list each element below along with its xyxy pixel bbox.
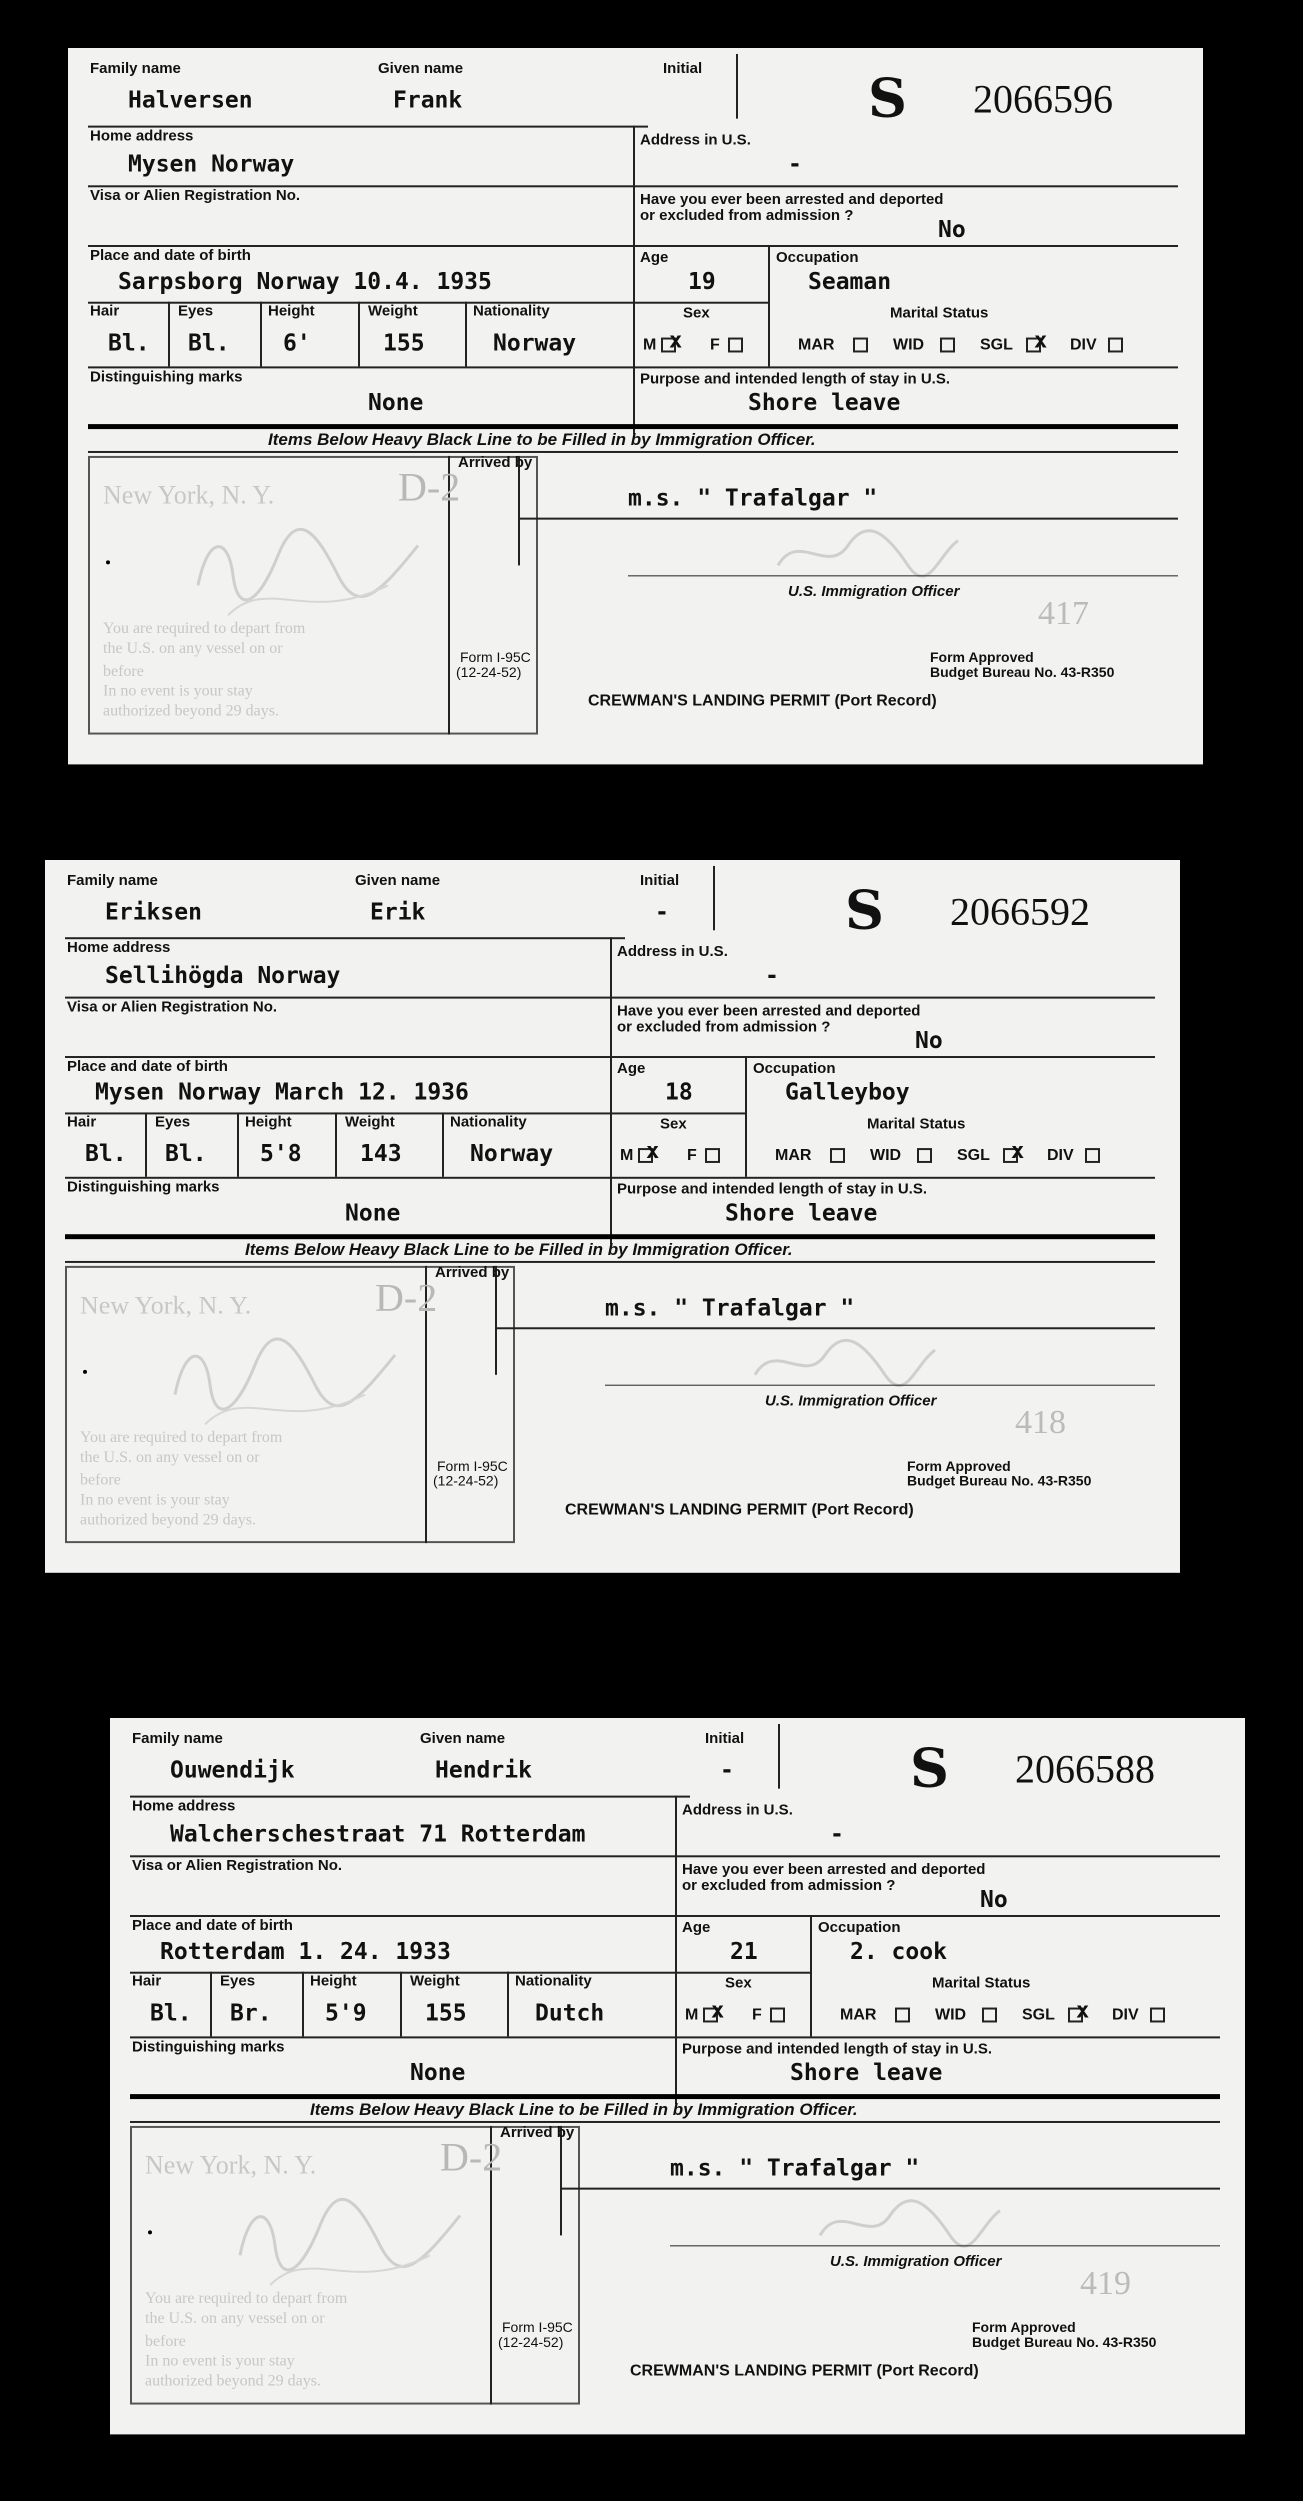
- occupation-label: Occupation: [818, 1918, 901, 1936]
- stamp-text-2: the U.S. on any vessel on or: [145, 2310, 325, 2327]
- sgl-mark: x: [1011, 1139, 1025, 1164]
- initial-label: Initial: [663, 59, 703, 77]
- arrested-label-1: Have you ever been arrested and deported: [682, 1861, 986, 1879]
- eyes-label: Eyes: [220, 1972, 256, 1990]
- form-number-2: (12-24-52): [433, 1472, 499, 1489]
- handwritten-date-scribble: [188, 516, 428, 625]
- wid-checkbox: [917, 1148, 932, 1163]
- nationality-value: Norway: [470, 1141, 554, 1167]
- visa-label: Visa or Alien Registration No.: [67, 998, 278, 1016]
- distinguishing-label: Distinguishing marks: [67, 1178, 220, 1196]
- sgl-mark: x: [1034, 328, 1048, 354]
- stamp-code: D-2: [440, 2134, 503, 2180]
- eyes-value: Bl.: [165, 1141, 207, 1167]
- eyes-value: Br.: [230, 2000, 272, 2027]
- birth-label: Place and date of birth: [67, 1058, 228, 1075]
- family-name-value: Halversen: [128, 87, 253, 114]
- form-approved-1: Form Approved: [972, 2318, 1076, 2335]
- stamp-text-5: authorized beyond 29 days.: [103, 702, 279, 720]
- nationality-label: Nationality: [450, 1113, 527, 1131]
- stamp-text-4: In no event is your stay: [145, 2352, 295, 2370]
- permit-footer: CREWMAN'S LANDING PERMIT (Port Record): [565, 1501, 914, 1519]
- hair-value: Bl.: [108, 330, 150, 357]
- home-address-label: Home address: [90, 127, 194, 145]
- marital-status-label: Marital Status: [890, 304, 989, 322]
- distinguishing-label: Distinguishing marks: [90, 368, 243, 386]
- mar-checkbox: [853, 338, 868, 353]
- distinguishing-label: Distinguishing marks: [132, 2038, 285, 2056]
- serial-number: 2066592: [950, 888, 1090, 934]
- address-us-value: -: [765, 962, 779, 989]
- weight-value: 155: [383, 330, 425, 357]
- sgl-mark: x: [1076, 1998, 1090, 2024]
- arrived-by-value: m.s. " Trafalgar ": [670, 2155, 920, 2182]
- distinguishing-value: None: [345, 1200, 401, 1227]
- age-label: Age: [682, 1918, 711, 1936]
- address-us-label: Address in U.S.: [640, 131, 751, 149]
- arrived-by-value: m.s. " Trafalgar ": [628, 485, 878, 512]
- serial-number: 2066596: [973, 76, 1113, 122]
- arrested-label-1: Have you ever been arrested and deported: [640, 191, 944, 209]
- eyes-value: Bl.: [188, 330, 230, 357]
- stamp-text-1: You are required to depart from: [145, 2290, 348, 2308]
- initial-divider: [778, 1724, 780, 1789]
- home-address-label: Home address: [132, 1797, 236, 1815]
- handwritten-date-scribble: [165, 1325, 405, 1434]
- stamp-text-3: before: [145, 2332, 186, 2350]
- hair-value: Bl.: [85, 1141, 127, 1167]
- weight-label: Weight: [410, 1972, 460, 1990]
- landing-permit-card-2: [45, 860, 1180, 1573]
- div-checkbox: [1108, 338, 1123, 353]
- weight-label: Weight: [345, 1113, 395, 1131]
- initial-divider: [736, 54, 738, 119]
- nationality-label: Nationality: [473, 302, 550, 320]
- heavy-black-line: [130, 2094, 1220, 2099]
- div-label: DIV: [1070, 336, 1097, 354]
- address-us-label: Address in U.S.: [617, 943, 728, 960]
- arrested-label-2: or excluded from admission ?: [617, 1018, 831, 1036]
- height-value: 5'8: [260, 1141, 302, 1167]
- arrested-label-2: or excluded from admission ?: [682, 1877, 896, 1895]
- heavy-line-note: Items Below Heavy Black Line to be Filled in by Immigration Officer.: [245, 1240, 793, 1259]
- landing-permit-card-3: [110, 1718, 1245, 2434]
- wid-label: WID: [935, 2006, 967, 2024]
- height-label: Height: [310, 1972, 357, 1990]
- div-checkbox: [1085, 1148, 1100, 1163]
- age-label: Age: [640, 248, 669, 266]
- form-number-1: Form I-95C: [502, 2318, 573, 2335]
- mar-checkbox: [830, 1148, 845, 1163]
- height-value: 5'9: [325, 2000, 367, 2027]
- sex-f-checkbox: [770, 2008, 785, 2023]
- sex-m-mark: x: [711, 1998, 725, 2024]
- height-value: 6': [283, 330, 311, 357]
- wid-checkbox: [982, 2008, 997, 2023]
- occupation-value: 2. cook: [850, 1938, 947, 1965]
- home-address-label: Home address: [67, 939, 171, 957]
- officer-label: U.S. Immigration Officer: [788, 583, 960, 601]
- stamp-code: D-2: [375, 1274, 438, 1320]
- handwritten-number: 417: [1038, 595, 1089, 633]
- age-value: 21: [730, 1938, 758, 1965]
- form-number-2: (12-24-52): [498, 2333, 564, 2350]
- initial-value: -: [720, 1757, 734, 1784]
- weight-label: Weight: [368, 302, 418, 320]
- form-number-1: Form I-95C: [460, 648, 531, 665]
- stamp-text-2: the U.S. on any vessel on or: [103, 640, 283, 657]
- occupation-value: Seaman: [808, 268, 892, 295]
- birth-label: Place and date of birth: [132, 1917, 293, 1934]
- stamp-port: New York, N. Y.: [145, 2150, 317, 2180]
- sex-label: Sex: [725, 1974, 752, 1992]
- height-label: Height: [245, 1113, 292, 1131]
- stamp-text-1: You are required to depart from: [80, 1429, 283, 1447]
- div-label: DIV: [1112, 2006, 1139, 2024]
- stamp-text-5: authorized beyond 29 days.: [80, 1511, 256, 1529]
- sex-label: Sex: [660, 1115, 687, 1133]
- permit-footer: CREWMAN'S LANDING PERMIT (Port Record): [588, 692, 937, 710]
- mar-label: MAR: [840, 2006, 877, 2024]
- serial-prefix: S: [910, 1735, 949, 1800]
- given-name-label: Given name: [355, 871, 441, 889]
- initial-label: Initial: [640, 871, 680, 889]
- sex-m-label: M: [685, 2006, 699, 2024]
- stamp-port: New York, N. Y.: [80, 1290, 252, 1320]
- given-name-label: Given name: [378, 59, 464, 77]
- visa-label: Visa or Alien Registration No.: [90, 187, 301, 205]
- heavy-line-note: Items Below Heavy Black Line to be Filled in by Immigration Officer.: [310, 2100, 858, 2119]
- given-name-value: Erik: [370, 899, 426, 926]
- sex-f-label: F: [752, 2006, 762, 2024]
- sex-label: Sex: [683, 304, 710, 322]
- purpose-value: Shore leave: [725, 1200, 878, 1227]
- officer-label: U.S. Immigration Officer: [765, 1392, 937, 1410]
- mar-label: MAR: [775, 1147, 812, 1164]
- landing-permit-card-1: [68, 48, 1203, 764]
- occupation-label: Occupation: [776, 248, 859, 266]
- wid-label: WID: [870, 1147, 902, 1164]
- arrived-by-value: m.s. " Trafalgar ": [605, 1295, 855, 1322]
- distinguishing-value: None: [368, 390, 424, 417]
- handwritten-number: 418: [1015, 1404, 1066, 1442]
- officer-label: U.S. Immigration Officer: [830, 2253, 1002, 2271]
- div-checkbox: [1150, 2008, 1165, 2023]
- home-address-value: Mysen Norway: [128, 151, 295, 178]
- initial-divider: [713, 866, 715, 930]
- initial-value: -: [655, 899, 669, 926]
- serial-number: 2066588: [1015, 1746, 1155, 1792]
- visa-label: Visa or Alien Registration No.: [132, 1857, 343, 1875]
- nationality-value: Norway: [493, 330, 577, 357]
- handwritten-date-scribble: [230, 2186, 470, 2295]
- arrested-label-1: Have you ever been arrested and deported: [617, 1002, 921, 1020]
- address-us-value: -: [830, 1821, 844, 1848]
- occupation-value: Galleyboy: [785, 1079, 910, 1106]
- purpose-label: Purpose and intended length of stay in U.S.: [617, 1180, 928, 1198]
- age-label: Age: [617, 1059, 646, 1077]
- arrived-by-label: Arrived by: [500, 2123, 575, 2141]
- hair-value: Bl.: [150, 2000, 192, 2027]
- wid-label: WID: [893, 336, 925, 354]
- marital-status-label: Marital Status: [932, 1974, 1031, 1992]
- stamp-text-3: before: [80, 1471, 121, 1489]
- arrived-by-label: Arrived by: [435, 1263, 510, 1281]
- occupation-label: Occupation: [753, 1059, 836, 1077]
- hair-label: Hair: [132, 1972, 162, 1990]
- arrested-value: No: [938, 217, 966, 244]
- given-name-label: Given name: [420, 1729, 506, 1747]
- initial-label: Initial: [705, 1729, 745, 1747]
- eyes-label: Eyes: [178, 302, 214, 320]
- weight-value: 143: [360, 1141, 402, 1167]
- mar-checkbox: [895, 2008, 910, 2023]
- sex-f-label: F: [687, 1147, 697, 1164]
- serial-prefix: S: [868, 65, 907, 130]
- wid-checkbox: [940, 338, 955, 353]
- eyes-label: Eyes: [155, 1113, 191, 1131]
- sex-m-mark: x: [669, 328, 683, 354]
- home-address-value: Sellihögda Norway: [105, 962, 341, 989]
- sgl-label: SGL: [957, 1147, 990, 1164]
- sgl-label: SGL: [980, 336, 1013, 354]
- form-number-1: Form I-95C: [437, 1457, 508, 1474]
- sex-m-label: M: [620, 1147, 634, 1164]
- sex-f-checkbox: [728, 338, 743, 353]
- sex-f-label: F: [710, 336, 720, 354]
- age-value: 18: [665, 1079, 693, 1106]
- birth-label: Place and date of birth: [90, 247, 251, 264]
- form-number-2: (12-24-52): [456, 663, 522, 680]
- height-label: Height: [268, 302, 315, 320]
- handwritten-number: 419: [1080, 2265, 1131, 2303]
- heavy-black-line: [65, 1234, 1155, 1239]
- birth-value: Rotterdam 1. 24. 1933: [160, 1938, 451, 1965]
- family-name-label: Family name: [90, 59, 181, 77]
- purpose-value: Shore leave: [748, 390, 901, 417]
- heavy-black-line: [88, 424, 1178, 429]
- stamp-text-2: the U.S. on any vessel on or: [80, 1449, 260, 1466]
- mar-label: MAR: [798, 336, 835, 354]
- distinguishing-value: None: [410, 2060, 466, 2087]
- weight-value: 155: [425, 2000, 467, 2027]
- arrested-label-2: or excluded from admission ?: [640, 207, 854, 225]
- nationality-label: Nationality: [515, 1972, 592, 1990]
- home-address-value: Walcherschestraat 71 Rotterdam: [170, 1821, 586, 1848]
- stamp-code: D-2: [398, 464, 461, 510]
- birth-value: Sarpsborg Norway 10.4. 1935: [118, 268, 492, 295]
- form-approved-1: Form Approved: [907, 1457, 1011, 1474]
- stamp-port: New York, N. Y.: [103, 480, 275, 510]
- div-label: DIV: [1047, 1147, 1074, 1164]
- permit-footer: CREWMAN'S LANDING PERMIT (Port Record): [630, 2362, 979, 2380]
- age-value: 19: [688, 268, 716, 295]
- sex-m-label: M: [643, 336, 657, 354]
- given-name-value: Hendrik: [435, 1757, 532, 1784]
- arrested-value: No: [915, 1028, 943, 1055]
- form-approved-1: Form Approved: [930, 648, 1034, 665]
- form-approved-2: Budget Bureau No. 43-R350: [930, 663, 1115, 680]
- hair-label: Hair: [67, 1113, 97, 1131]
- family-name-value: Ouwendijk: [170, 1757, 295, 1784]
- purpose-label: Purpose and intended length of stay in U.S.: [640, 370, 951, 388]
- marital-status-label: Marital Status: [867, 1115, 966, 1133]
- arrived-by-label: Arrived by: [458, 453, 533, 471]
- stamp-text-3: before: [103, 662, 144, 680]
- form-approved-2: Budget Bureau No. 43-R350: [907, 1472, 1092, 1489]
- family-name-label: Family name: [132, 1729, 223, 1747]
- address-us-value: -: [788, 151, 802, 178]
- stamp-text-4: In no event is your stay: [80, 1491, 230, 1509]
- family-name-label: Family name: [67, 871, 158, 889]
- form-approved-2: Budget Bureau No. 43-R350: [972, 2333, 1157, 2350]
- stamp-text-4: In no event is your stay: [103, 682, 253, 700]
- purpose-label: Purpose and intended length of stay in U.S.: [682, 2040, 993, 2058]
- sex-f-checkbox: [705, 1148, 720, 1163]
- arrested-value: No: [980, 1887, 1008, 1914]
- sex-m-mark: x: [646, 1139, 660, 1164]
- purpose-value: Shore leave: [790, 2060, 943, 2087]
- stamp-text-1: You are required to depart from: [103, 620, 306, 638]
- serial-prefix: S: [845, 877, 884, 942]
- heavy-line-note: Items Below Heavy Black Line to be Filled in by Immigration Officer.: [268, 430, 816, 449]
- sgl-label: SGL: [1022, 2006, 1055, 2024]
- given-name-value: Frank: [393, 87, 463, 114]
- family-name-value: Eriksen: [105, 899, 202, 926]
- address-us-label: Address in U.S.: [682, 1801, 793, 1819]
- stamp-text-5: authorized beyond 29 days.: [145, 2372, 321, 2390]
- nationality-value: Dutch: [535, 2000, 605, 2027]
- birth-value: Mysen Norway March 12. 1936: [95, 1079, 469, 1106]
- hair-label: Hair: [90, 302, 120, 320]
